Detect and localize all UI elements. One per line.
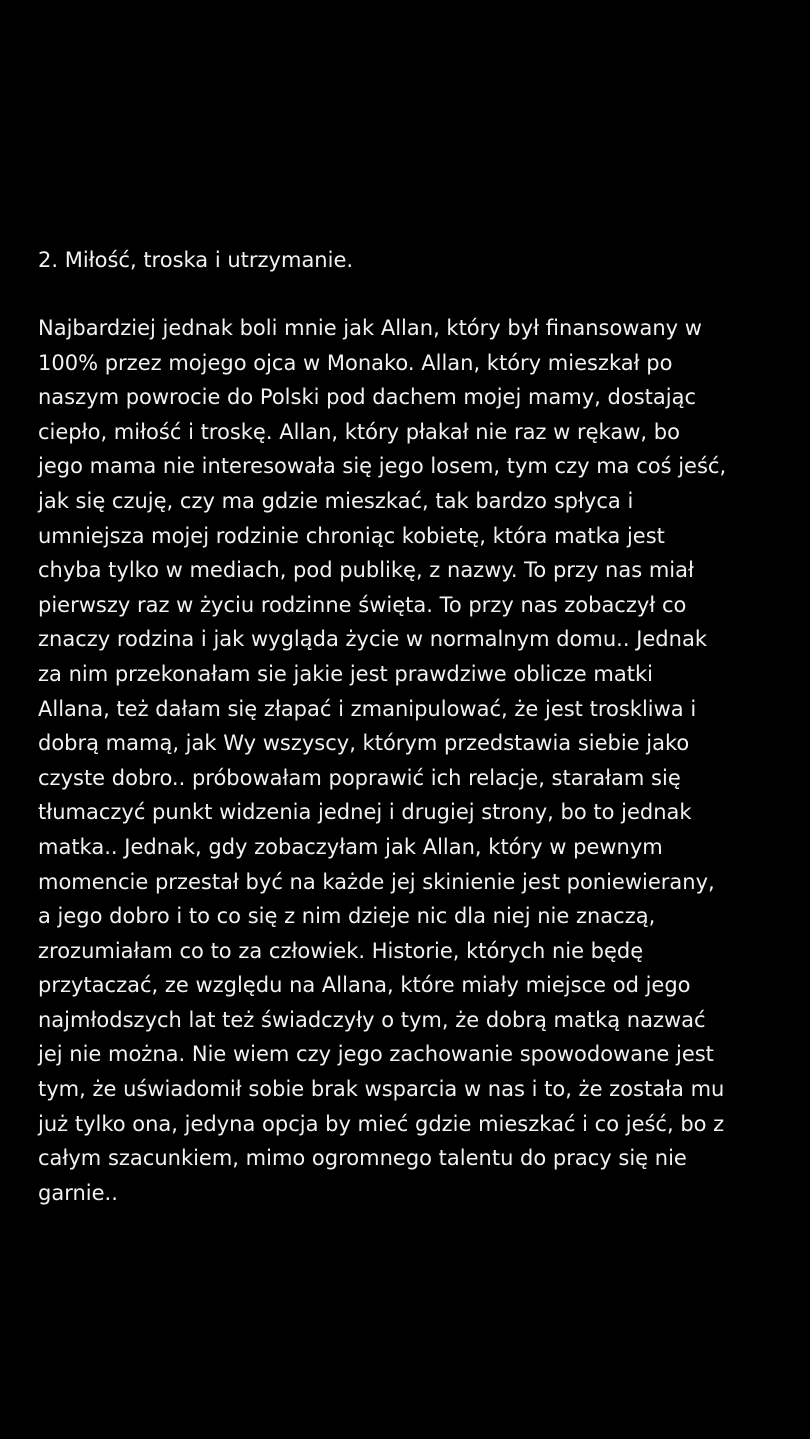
story-text-line: a jego dobro i to co się z nim dzieje nic dla niej nie znaczą, (38, 904, 656, 929)
story-text-line: tłumaczyć punkt widzenia jednej i drugiej strony, bo to jednak (38, 800, 692, 825)
story-text-line: za nim przekonałam sie jakie jest prawdziwe oblicze matki (38, 661, 653, 686)
story-text-line: znaczy rodzina i jak wygląda życie w normalnym domu.. Jednak (38, 627, 707, 652)
story-text-line: garnie.. (38, 1180, 118, 1205)
story-text-line: umniejsza mojej rodzinie chroniąc kobietę, która matka jest (38, 523, 665, 548)
story-text-line: czyste dobro.. próbowałam poprawić ich relacje, starałam się (38, 765, 681, 790)
story-text-line: pierwszy raz w życiu rodzinne święta. To przy nas zobaczył co (38, 592, 687, 617)
story-text-line: jak się czuję, czy ma gdzie mieszkać, tak bardzo spłyca i (38, 488, 634, 513)
story-text-line: 100% przez mojego ojca w Monako. Allan, który mieszkał po (38, 350, 673, 375)
story-text-line: ciepło, miłość i troskę. Allan, który płakał nie raz w rękaw, bo (38, 419, 680, 444)
story-text-line: Najbardziej jednak boli mnie jak Allan, który był finansowany w (38, 316, 702, 340)
story-body-text (38, 311, 778, 1210)
story-text-line: dobrą mamą, jak Wy wszyscy, którym przedstawia siebie jako (38, 731, 690, 756)
story-text-line: jego mama nie interesowała się jego losem, tym czy ma coś jeść, (38, 454, 727, 479)
story-text-line: całym szacunkiem, mimo ogromnego talentu do pracy się nie (38, 1146, 687, 1171)
story-text-line: przytaczać, ze względu na Allana, które miały miejsce od jego (38, 973, 691, 998)
story-text-line: najmłodszych lat też świadczyły o tym, że dobrą matką nazwać (38, 1007, 706, 1032)
story-text-line: tym, że uświadomił sobie brak wsparcia w nas i to, że została mu (38, 1077, 725, 1102)
story-heading: 2. Miłość, troska i utrzymanie. (38, 248, 354, 272)
story-text-line: Allana, też dałam się złapać i zmanipulować, że jest troskliwa i (38, 696, 697, 721)
story-text-line: jej nie można. Nie wiem czy jego zachowanie spowodowane jest (38, 1042, 714, 1067)
story-text-line: zrozumiałam co to za człowiek. Historie, których nie będę (38, 938, 644, 963)
story-text-line: momencie przestał być na każde jej skinienie jest poniewierany, (38, 869, 715, 894)
story-text-line: już tylko ona, jedyna opcja by mieć gdzie mieszkać i co jeść, bo z (38, 1111, 725, 1136)
story-text-line: naszym powrocie do Polski pod dachem mojej mamy, dostając (38, 385, 697, 410)
story-text-line: matka.. Jednak, gdy zobaczyłam jak Allan, który w pewnym (38, 834, 663, 859)
story-text-line: chyba tylko w mediach, pod publikę, z nazwy. To przy nas miał (38, 558, 694, 583)
